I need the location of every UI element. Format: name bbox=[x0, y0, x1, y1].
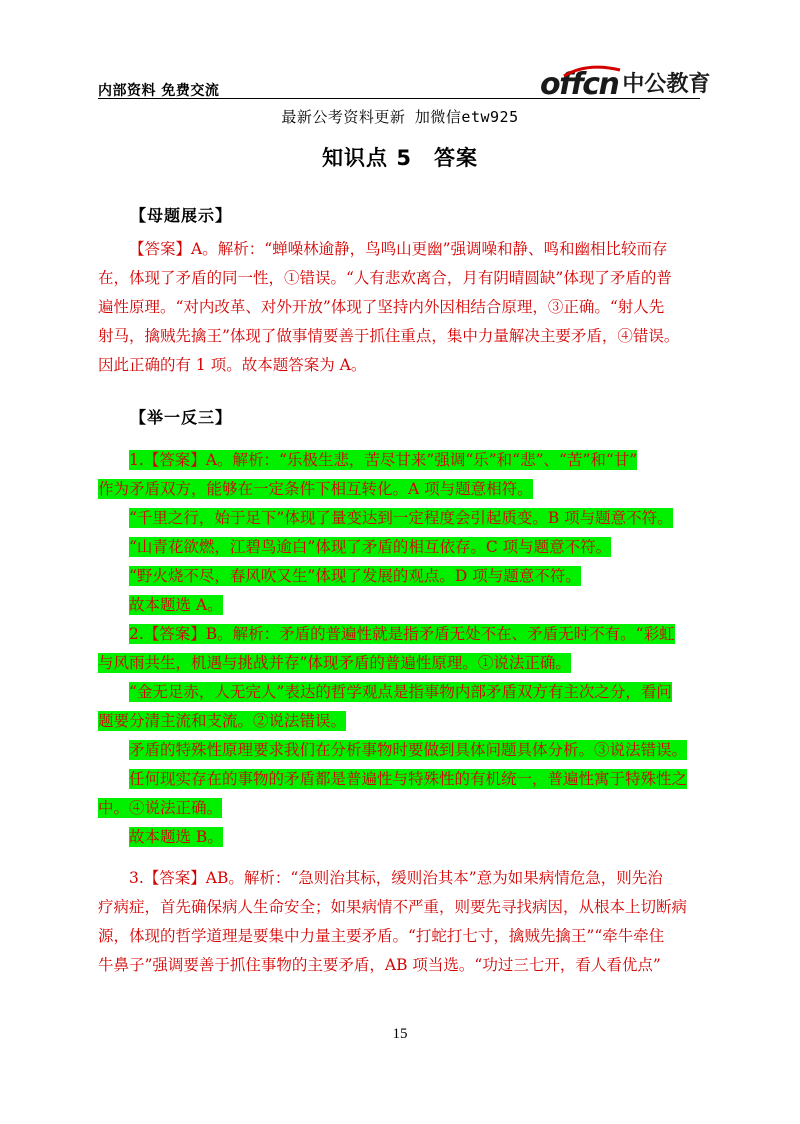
header-label: 内部资料 免费交流 bbox=[98, 83, 220, 99]
highlighted-line: 中。④说法正确。 bbox=[98, 799, 223, 817]
highlighted-line: 故本题选 B。 bbox=[129, 828, 223, 846]
highlighted-line: 2.【答案】B。解析：矛盾的普遍性就是指矛盾无处不在、矛盾无时不有。“彩虹 bbox=[129, 625, 675, 643]
highlighted-line: “山青花欲燃，江碧鸟逾白”体现了矛盾的相互依存。C 项与题意不符。 bbox=[129, 538, 612, 556]
offcn-logo bbox=[540, 67, 711, 102]
section-heading-practice: 【举一反三】 bbox=[130, 408, 233, 427]
text-line: 射马，擒贼先擒王”体现了做事情要善于抓住重点，集中力量解决主要矛盾，④错误。 bbox=[98, 327, 680, 345]
highlighted-line: “野火烧不尽，春风吹又生”体现了发展的观点。D 项与题意不符。 bbox=[129, 567, 581, 585]
highlighted-line: “金无足赤，人无完人”表达的哲学观点是指事物内部矛盾双方有主次之分，看问 bbox=[129, 683, 672, 701]
practice-answer-block bbox=[98, 446, 702, 852]
logo-text-cn: 中公教育 bbox=[622, 72, 711, 97]
page-title: 知识点 5 答案 bbox=[322, 146, 478, 170]
text-line: 疗病症，首先确保病人生命安全；如果病情不严重，则要先寻找病因，从根本上切断病 bbox=[98, 898, 688, 916]
highlighted-line: “千里之行，始于足下”体现了量变达到一定程度会引起质变。B 项与题意不符。 bbox=[129, 509, 673, 527]
update-notice: 最新公考资料更新 加微信etw925 bbox=[281, 108, 519, 126]
header-rule bbox=[98, 98, 700, 99]
highlighted-line: 1.【答案】A。解析：“乐极生悲，苦尽甘来”强调“乐”和“悲”、“苦”和“甘” bbox=[129, 451, 638, 469]
highlighted-line: 任何现实存在的事物的矛盾都是普遍性与特殊性的有机统一，普遍性寓于特殊性之 bbox=[129, 770, 688, 788]
highlighted-line: 矛盾的特殊性原理要求我们在分析事物时要做到具体问题具体分析。③说法错误。 bbox=[129, 741, 688, 759]
text-line: 【答案】A。解析：“蝉噪林逾静，鸟鸣山更幽”强调噪和静、鸣和幽相比较而存 bbox=[129, 240, 668, 258]
page-number: 15 bbox=[392, 1026, 408, 1042]
section-heading-mother: 【母题展示】 bbox=[130, 206, 233, 225]
highlighted-line: 故本题选 A。 bbox=[129, 596, 223, 614]
highlighted-line: 作为矛盾双方，能够在一定条件下相互转化。A 项与题意相符。 bbox=[98, 480, 533, 498]
logo-swoosh-icon bbox=[562, 64, 622, 78]
text-line: 源，体现的哲学道理是要集中力量主要矛盾。“打蛇打七寸，擒贼先擒王”“牵牛牵住 bbox=[98, 927, 665, 945]
text-line: 牛鼻子”强调要善于抓住事物的主要矛盾，AB 项当选。“功过三七开，看人看优点” bbox=[98, 956, 661, 974]
text-line: 因此正确的有 1 项。故本题答案为 A。 bbox=[98, 356, 367, 374]
q3-answer-block bbox=[98, 864, 702, 980]
logo-text-latin: offcn bbox=[540, 67, 619, 102]
text-line: 在，体现了矛盾的同一性，①错误。“人有悲欢离合，月有阴晴圆缺”体现了矛盾的普 bbox=[98, 269, 672, 287]
text-line: 遍性原理。“对内改革、对外开放”体现了坚持内外因相结合原理，③正确。“射人先 bbox=[98, 298, 665, 316]
mother-answer-block bbox=[98, 235, 702, 380]
text-line: 3.【答案】AB。解析：“急则治其标，缓则治其本”意为如果病情危急，则先治 bbox=[129, 869, 663, 887]
highlighted-line: 题要分清主流和支流。②说法错误。 bbox=[98, 712, 347, 730]
highlighted-line: 与风雨共生，机遇与挑战并存”体现矛盾的普遍性原理。①说法正确。 bbox=[98, 654, 571, 672]
